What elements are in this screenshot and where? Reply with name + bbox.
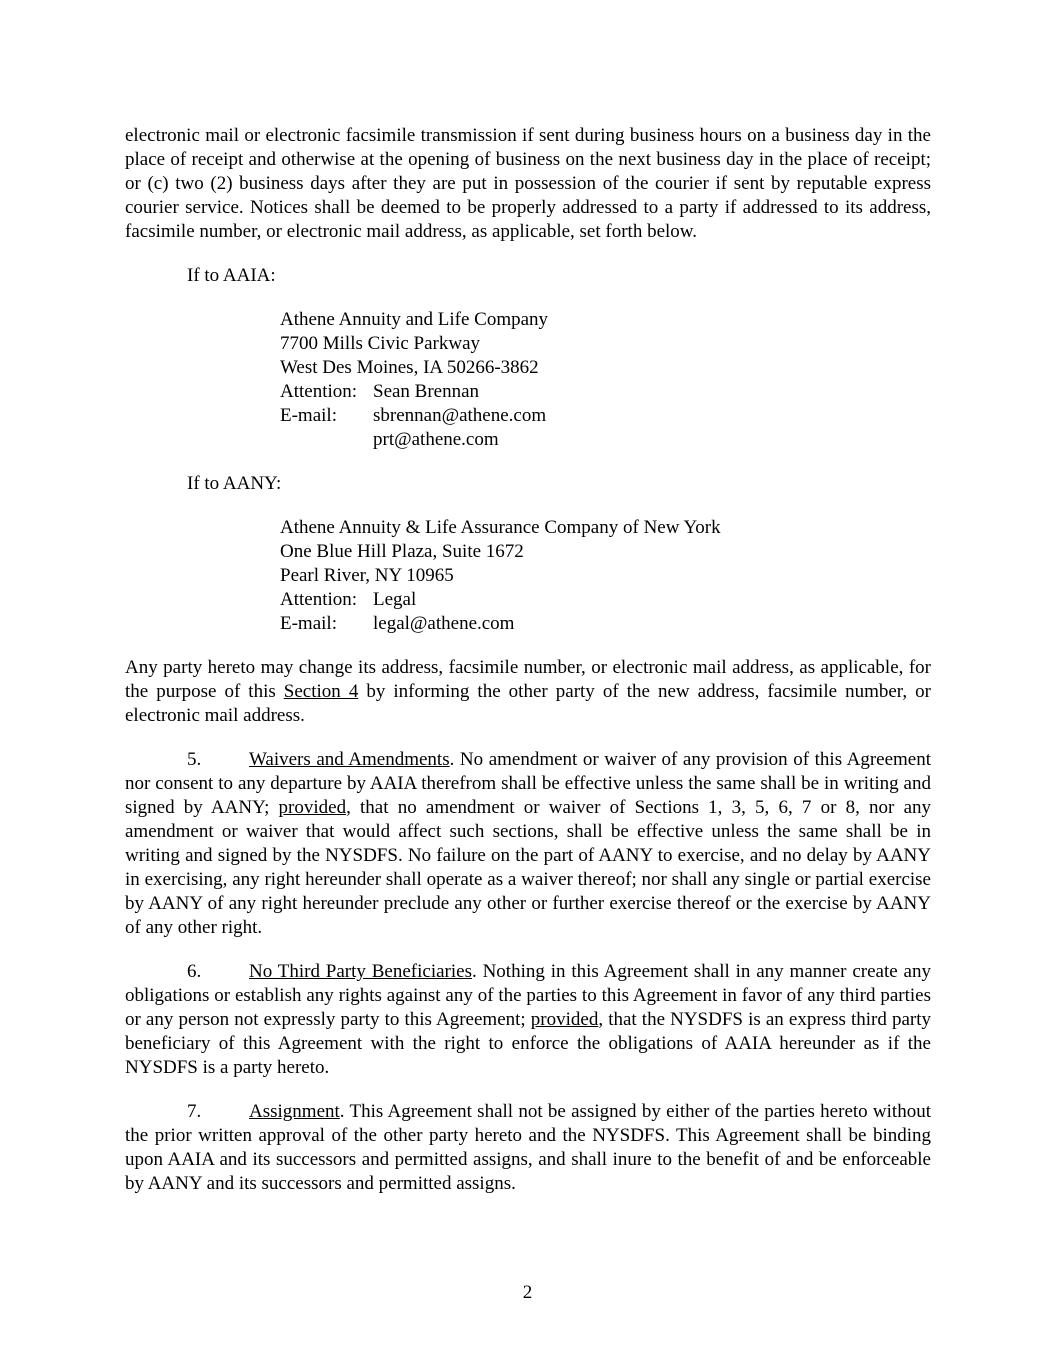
aany-email-1: legal@athene.com — [373, 613, 515, 634]
section-4-reference: Section 4 — [283, 681, 359, 702]
aaia-attention-label: Attention: — [280, 381, 358, 402]
section-6-title: No Third Party Beneficiaries — [249, 961, 472, 982]
aany-heading: If to AANY: — [187, 473, 282, 494]
section-5-paragraph — [125, 748, 931, 940]
change-address-paragraph — [125, 656, 931, 728]
section-5-title: Waivers and Amendments — [249, 749, 450, 770]
change-text-before: Any party hereto may change its address, facsimile number, or electronic mail address, as applicable, for the purpose of this — [125, 657, 931, 702]
page-number: 2 — [522, 1282, 533, 1303]
aaia-street: 7700 Mills Civic Parkway — [280, 333, 481, 354]
section-5-provided: provided — [278, 797, 347, 818]
section-6-paragraph — [125, 960, 931, 1080]
aany-city: Pearl River, NY 10965 — [280, 565, 454, 586]
aaia-heading: If to AAIA: — [187, 265, 276, 286]
aany-street: One Blue Hill Plaza, Suite 1672 — [280, 541, 524, 562]
aaia-address-block — [280, 308, 931, 452]
section-7-number: 7. — [187, 1101, 202, 1122]
aaia-email — [280, 404, 931, 428]
section-5-text-2: , that no amendment or waiver of Sections 1, 3, 5, 6, 7 or 8, nor any amendment or waiver that would affect such sections, shall be effective unless the same shall be in writing and signed by the NYSDFS. No failure on the part of AANY to exercise, and no delay by AANY in exercising, any right hereunder shall operate as a waiver thereof; nor shall any single or partial exercise by AANY of any right hereunder preclude any other or further exercise thereof or the exercise by AANY of any other right. — [125, 797, 932, 938]
section-7-title: Assignment — [249, 1101, 340, 1122]
intro-paragraph: electronic mail or electronic facsimile transmission if sent during business hours on a business day in the place of receipt and otherwise at the opening of business on the next business day in the place of receipt; or (c) two (2) business days after they are put in possession of the courier if sent by reputable express courier service. Notices shall be deemed to be properly addressed to a party if addressed to its address, facsimile number, or electronic mail address, as applicable, set forth below. — [125, 125, 931, 242]
aaia-email-label: E-mail: — [280, 405, 337, 426]
section-5-number: 5. — [187, 749, 202, 770]
aany-attention-label: Attention: — [280, 589, 358, 610]
aaia-email-1: sbrennan@athene.com — [373, 405, 547, 426]
change-text-after: by informing the other party of the new address, facsimile number, or electronic mail address. — [125, 681, 931, 726]
section-6-number: 6. — [187, 961, 202, 982]
section-5-text-1: . No amendment or waiver of any provision of this Agreement nor consent to any departure by AAIA therefrom shall be effective unless the same shall be in writing and signed by AANY; — [125, 749, 931, 818]
section-7-text-1: . This Agreement shall not be assigned by either of the parties hereto without the prior written approval of the other party hereto and the NYSDFS. This Agreement shall be binding upon AAIA and its successors and permitted assigns, and shall inure to the benefit of and be enforceable by AANY and its successors and permitted assigns. — [125, 1101, 931, 1194]
aany-email-label: E-mail: — [280, 613, 337, 634]
aany-attention — [280, 588, 931, 612]
section-6-text-2: , that the NYSDFS is an express third party beneficiary of this Agreement with the right to enforce the obligations of AAIA hereunder as if the NYSDFS is a party hereto. — [125, 1009, 932, 1078]
aaia-city: West Des Moines, IA 50266-3862 — [280, 357, 539, 378]
aany-email — [280, 612, 931, 636]
aaia-name: Athene Annuity and Life Company — [280, 309, 549, 330]
page-content — [125, 124, 931, 1196]
section-6-provided: provided — [530, 1009, 599, 1030]
section-6-text-1: . Nothing in this Agreement shall in any manner create any obligations or establish any rights against any of the parties to this Agreement in favor of any third parties or any person not expressly party to this Agreement; — [125, 961, 931, 1030]
aany-attention-value: Legal — [373, 589, 417, 610]
section-7-paragraph — [125, 1100, 931, 1196]
aany-address-block — [280, 516, 931, 636]
aaia-email-line-2 — [280, 428, 931, 452]
aaia-attention-value: Sean Brennan — [373, 381, 480, 402]
aany-name: Athene Annuity & Life Assurance Company of New York — [280, 517, 721, 538]
aaia-email-2: prt@athene.com — [373, 429, 499, 450]
aaia-attention — [280, 380, 931, 404]
